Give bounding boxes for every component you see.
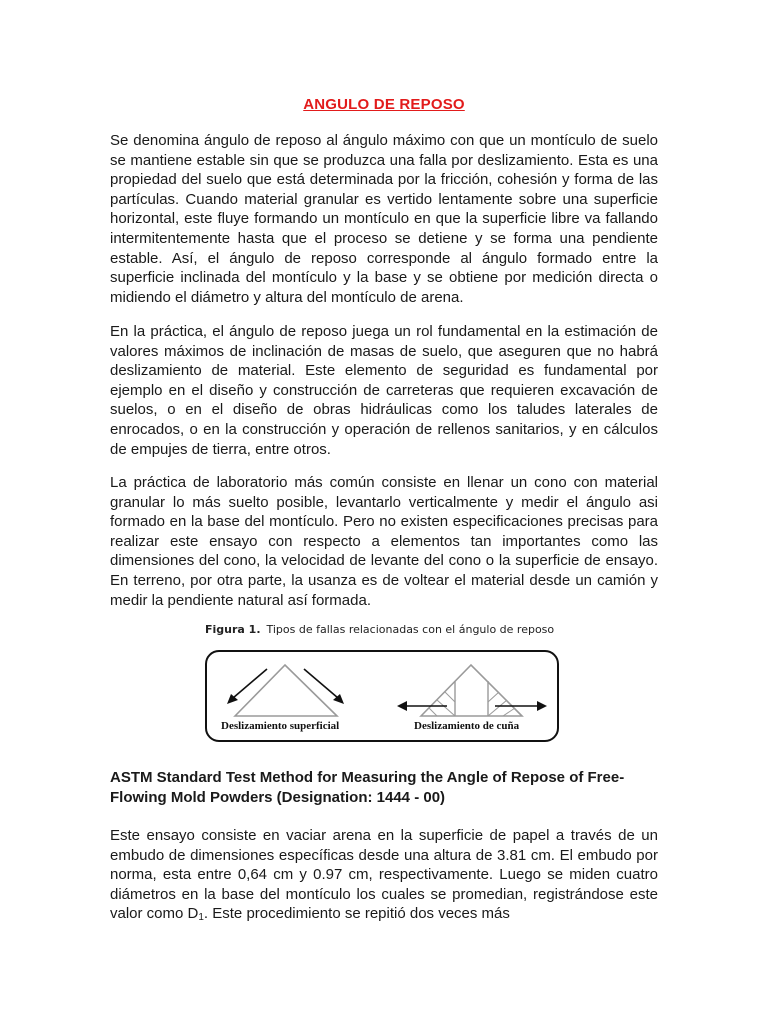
surface-slide-mound bbox=[227, 665, 344, 716]
procedure-text: Este ensayo consiste en vaciar arena en la superficie de papel a través de un embudo de dimensiones específicas desde una altura de 3.81 cm. El embudo por norma, esta entre 0,64 cm y 0.97 cm, respectivamente. Luego se miden cuatro diámetros en la base del montículo los cuales se promedian, registrándose este valor como D bbox=[110, 827, 658, 923]
figure-caption bbox=[205, 622, 577, 638]
page-title: ANGULO DE REPOSO bbox=[303, 96, 465, 113]
paragraph-definition: Se denomina ángulo de reposo al ángulo máximo con que un montículo de suelo se mantiene estable sin que se produzca una falla por deslizamiento. Esta es una propiedad del suelo que está determinada por la fricción, cohesión y forma de las partículas. Cuando material granular es vertido lentamente sobre una superficie horizontal, este fluye formando un montículo en que la superficie libre va fallando intermitentemente hasta que el proceso se detiene y se forma una pendiente estable. Así, el ángulo de reposo corresponde al ángulo formado entre la superficie inclinada del montículo y la base y se obtiene por medición directa o midiendo el diámetro y altura del montículo de arena. bbox=[110, 132, 658, 306]
diameter-subscript: 1 bbox=[198, 912, 204, 924]
paragraph-laboratory: La práctica de laboratorio más común consiste en llenar un cono con material granular lo más suelto posible, levantarlo verticalmente y medir el ángulo asi formado en la base del montículo. Pero no existen especificaciones precisas para realizar este ensayo con respecto a elementos tan importantes como las dimensiones del cono, la velocidad de levante del cono o la superficie de ensayo. En terreno, por otra parte, la usanza es de voltear el material desde un camión y medir la pendiente natural así formada. bbox=[110, 474, 658, 609]
figure-1 bbox=[205, 622, 577, 732]
figure-frame bbox=[205, 650, 559, 742]
figure-label: Figura 1. bbox=[205, 623, 261, 636]
wedge-slide-label: Deslizamiento de cuña bbox=[414, 720, 520, 732]
wedge-slide-mound bbox=[397, 665, 547, 716]
procedure-text-tail: . Este procedimiento se repitió dos veces más bbox=[203, 905, 510, 923]
paragraph-practice: En la práctica, el ángulo de reposo juega un rol fundamental en la estimación de valores máximos de inclinación de masas de suelo, que aseguren que no habrá deslizamiento de material. Este elemento de seguridad es fundamental por ejemplo en el diseño y construcción de carreteras que requieren excavación de suelos, o en el diseño de obras hidráulicas como los taludes laterales de enrocados, o en la construcción y operación de rellenos sanitarios, y en cálculos de empujes de tierra, entre otros. bbox=[110, 323, 658, 458]
astm-heading: ASTM Standard Test Method for Measuring the Angle of Repose of Free-Flowing Mold Powders (Designation: 1444 - 00) bbox=[110, 769, 625, 806]
figure-caption-text: Tipos de fallas relacionadas con el ángulo de reposo bbox=[266, 623, 555, 636]
surface-slide-label: Deslizamiento superficial bbox=[221, 720, 340, 732]
paragraph-astm-procedure bbox=[110, 826, 658, 924]
